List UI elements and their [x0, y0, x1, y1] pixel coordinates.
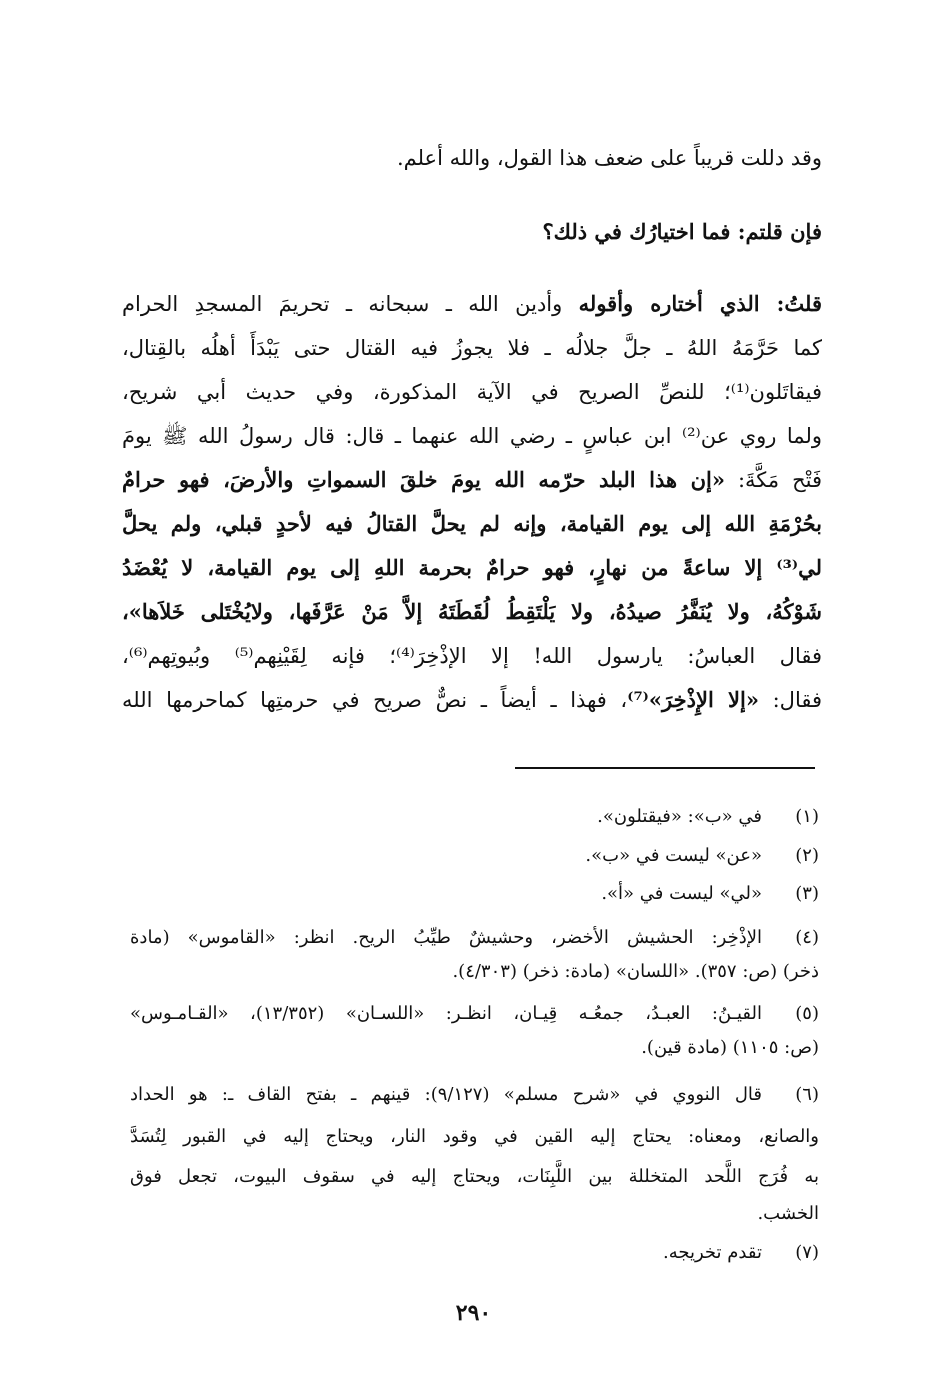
body-line-5: فيقاتَلون⁽¹⁾؛ للنصِّ الصريح في الآية المذكورة، وفي حديث أبي شريح، — [122, 380, 822, 404]
footnote-divider — [515, 767, 815, 769]
footnote-4-line-1: الإذْخِر: الحشيش الأخضر، وحشيشٌ طيِّبُ الريح. انظر: «القاموس» (مادة — [130, 927, 762, 948]
footnote-number-4: (٤) — [795, 927, 819, 948]
footnote-1: في «ب»: «فيقتلون». — [597, 806, 762, 827]
body-line-3: قلتُ: الذي أختاره وأقوله وأدين الله ـ سبحانه ـ تحريمَ المسجدِ الحرام — [122, 291, 822, 316]
body-line-9: لي⁽³⁾ إلا ساعةً من نهارٍ، فهو حرامٌ بحرمة اللهِ إلى يوم القيامة، لا يُعْضَدُ — [122, 555, 822, 580]
footnote-number-1: (١) — [795, 806, 819, 827]
footnote-number-3: (٣) — [795, 883, 819, 904]
page-number: ٢٩٠ — [455, 1300, 492, 1326]
footnote-3: «لي» ليست في «أ». — [601, 883, 762, 904]
body-line-11: فقال العباسُ: يارسول الله! إلا الإذْخِرَ⁽⁴⁾؛ فإنه لِقَيْنِهم⁽⁵⁾ وبُيوتِهم⁽⁶⁾، — [122, 644, 822, 668]
question-heading: فإن قلتم: فما اختيارُك في ذلك؟ — [542, 219, 822, 244]
body-line-7: فَتْح مَكَّةَ: «إن هذا البلد حرّمه الله يومَ خلقَ السمواتِ والأرضَ، فهو حرامٌ — [122, 467, 822, 492]
footnote-number-7: (٧) — [795, 1242, 819, 1263]
footnote-number-2: (٢) — [795, 845, 819, 866]
footnote-6-line-4: الخشب. — [757, 1203, 819, 1224]
footnote-7: تقدم تخريجه. — [663, 1242, 762, 1263]
body-line-6: ولما روي عن⁽²⁾ ابن عباسٍ ـ رضي الله عنهما ـ قال: قال رسولُ الله ﷺ يومَ — [122, 424, 822, 448]
footnote-number-6: (٦) — [795, 1084, 819, 1105]
body-line-4: كما حَرَّمَهُ اللهُ ـ جلَّ جلالُه ـ فلا يجوزُ فيه القتال حتى يَبْدَأَ أهلُه بالقِتال، — [122, 336, 822, 360]
footnote-6-line-1: قال النووي في «شرح مسلم» (٩/١٢٧): قينهم ـ بفتح القاف ـ: هو الحداد — [130, 1084, 762, 1105]
footnote-number-5: (٥) — [795, 1003, 819, 1024]
footnote-5-line-2: (ص: ١١٠٥) (مادة قين). — [641, 1037, 819, 1058]
footnote-6-line-2: والصانع، ومعناه: يحتاج إليه القين في وقود النار، ويحتاج إليه في القبور لِتُسَدَّ — [130, 1126, 819, 1147]
body-line-8: بحُرْمَةِ الله إلى يوم القيامة، وإنه لم يحلَّ القتالُ فيه لأحدٍ قبلي، ولم يحلَّ — [122, 511, 822, 536]
footnote-2: «عن» ليست في «ب». — [585, 845, 762, 866]
body-line-12: فقال: «إلا الإِذْخِرَ»⁽⁷⁾، فهذا ـ أيضاً ـ نصٌّ صريح في حرمتِها كماحرمها الله — [122, 687, 822, 712]
body-line-1: وقد دللت قريباً على ضعف هذا القول، والله أعلم. — [396, 146, 822, 170]
body-line-10: شَوْكُهُ، ولا يُنَفَّرُ صيدُهُ، ولا يَلْتَقِطُ لُقَطَتَهُ إلاَّ مَنْ عَرَّفَها، ولايُخْتَلى خَلاَها»، — [122, 599, 822, 624]
footnote-5-line-1: القيـنُ: العبـدُ، جمعُـه قِيـان، انظـر: «اللسـان» (١٣/٣٥٢)، «القـامـوس» — [130, 1003, 762, 1024]
footnote-4-line-2: ذخر) (ص: ٣٥٧). «اللسان» (مادة: ذخر) (٤/٣٠٣). — [452, 961, 819, 982]
footnote-6-line-3: به فُرَج اللَّحد المتخللة بين اللَّبِنَات، ويحتاج إليه في سقوف البيوت، تجعل فوق — [130, 1166, 819, 1187]
